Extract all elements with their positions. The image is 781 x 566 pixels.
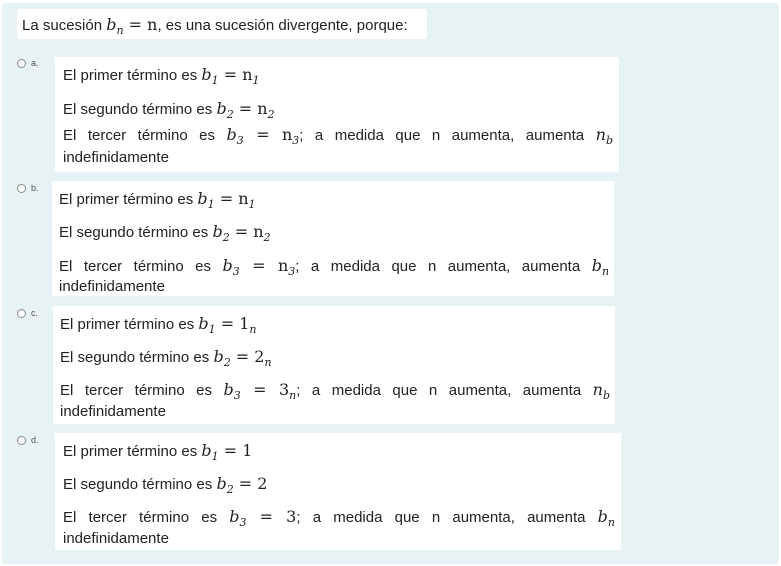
option-a-letter: a. [31,58,39,68]
option-b-radio[interactable] [17,184,26,193]
option-a-card[interactable] [55,57,619,172]
option-b-line-2: El segundo término es $b_2 = n_2$ [59,222,271,244]
option-a-line-1: El primer término es $b_1 = n_1$ [63,65,260,87]
question-text: La sucesión $b_n = n$, es una sucesión divergente, porque: [17,9,427,39]
option-d-line-3: El tercer término es $b_3 = 3$; a medida que n aumenta, aumenta $b_n$ [63,507,615,529]
option-d-letter: d. [31,435,39,445]
option-a-line-4: indefinidamente [63,149,169,166]
option-c-radio[interactable] [17,309,26,318]
option-b-card[interactable] [52,181,614,296]
option-d-line-4: indefinidamente [63,530,169,547]
option-b-letter: b. [31,183,39,193]
option-a-radio[interactable] [17,59,26,68]
option-c-line-1: El primer término es $b_1 = 1_n$ [60,314,257,336]
option-b-line-1: El primer término es $b_1 = n_1$ [59,189,256,211]
option-c-line-4: indefinidamente [60,403,166,420]
option-a-line-2: El segundo término es $b_2 = n_2$ [63,99,275,121]
question-formula: $b_n = n$ [106,15,158,37]
option-d-line-2: El segundo término es $b_2 = 2$ [63,474,268,496]
option-c-line-2: El segundo término es $b_2 = 2_n$ [60,347,272,369]
option-b-line-3: El tercer término es $b_3 = n_3$; a medida que n aumenta, aumenta $b_n$ [59,256,610,278]
option-c-card[interactable] [53,306,615,424]
option-d-line-1: El primer término es $b_1 = 1$ [63,441,253,463]
option-c-line-3: El tercer término es $b_3 = 3_n$; a medida que n aumenta, aumenta $n_b$ [60,380,611,402]
option-b-line-4: indefinidamente [59,278,165,295]
option-c-letter: c. [31,308,39,318]
option-d-card[interactable] [55,433,621,550]
option-d-radio[interactable] [17,436,26,445]
option-a-line-3: El tercer término es $b_3 = n_3$; a medida que n aumenta, aumenta $n_b$ [63,125,613,147]
